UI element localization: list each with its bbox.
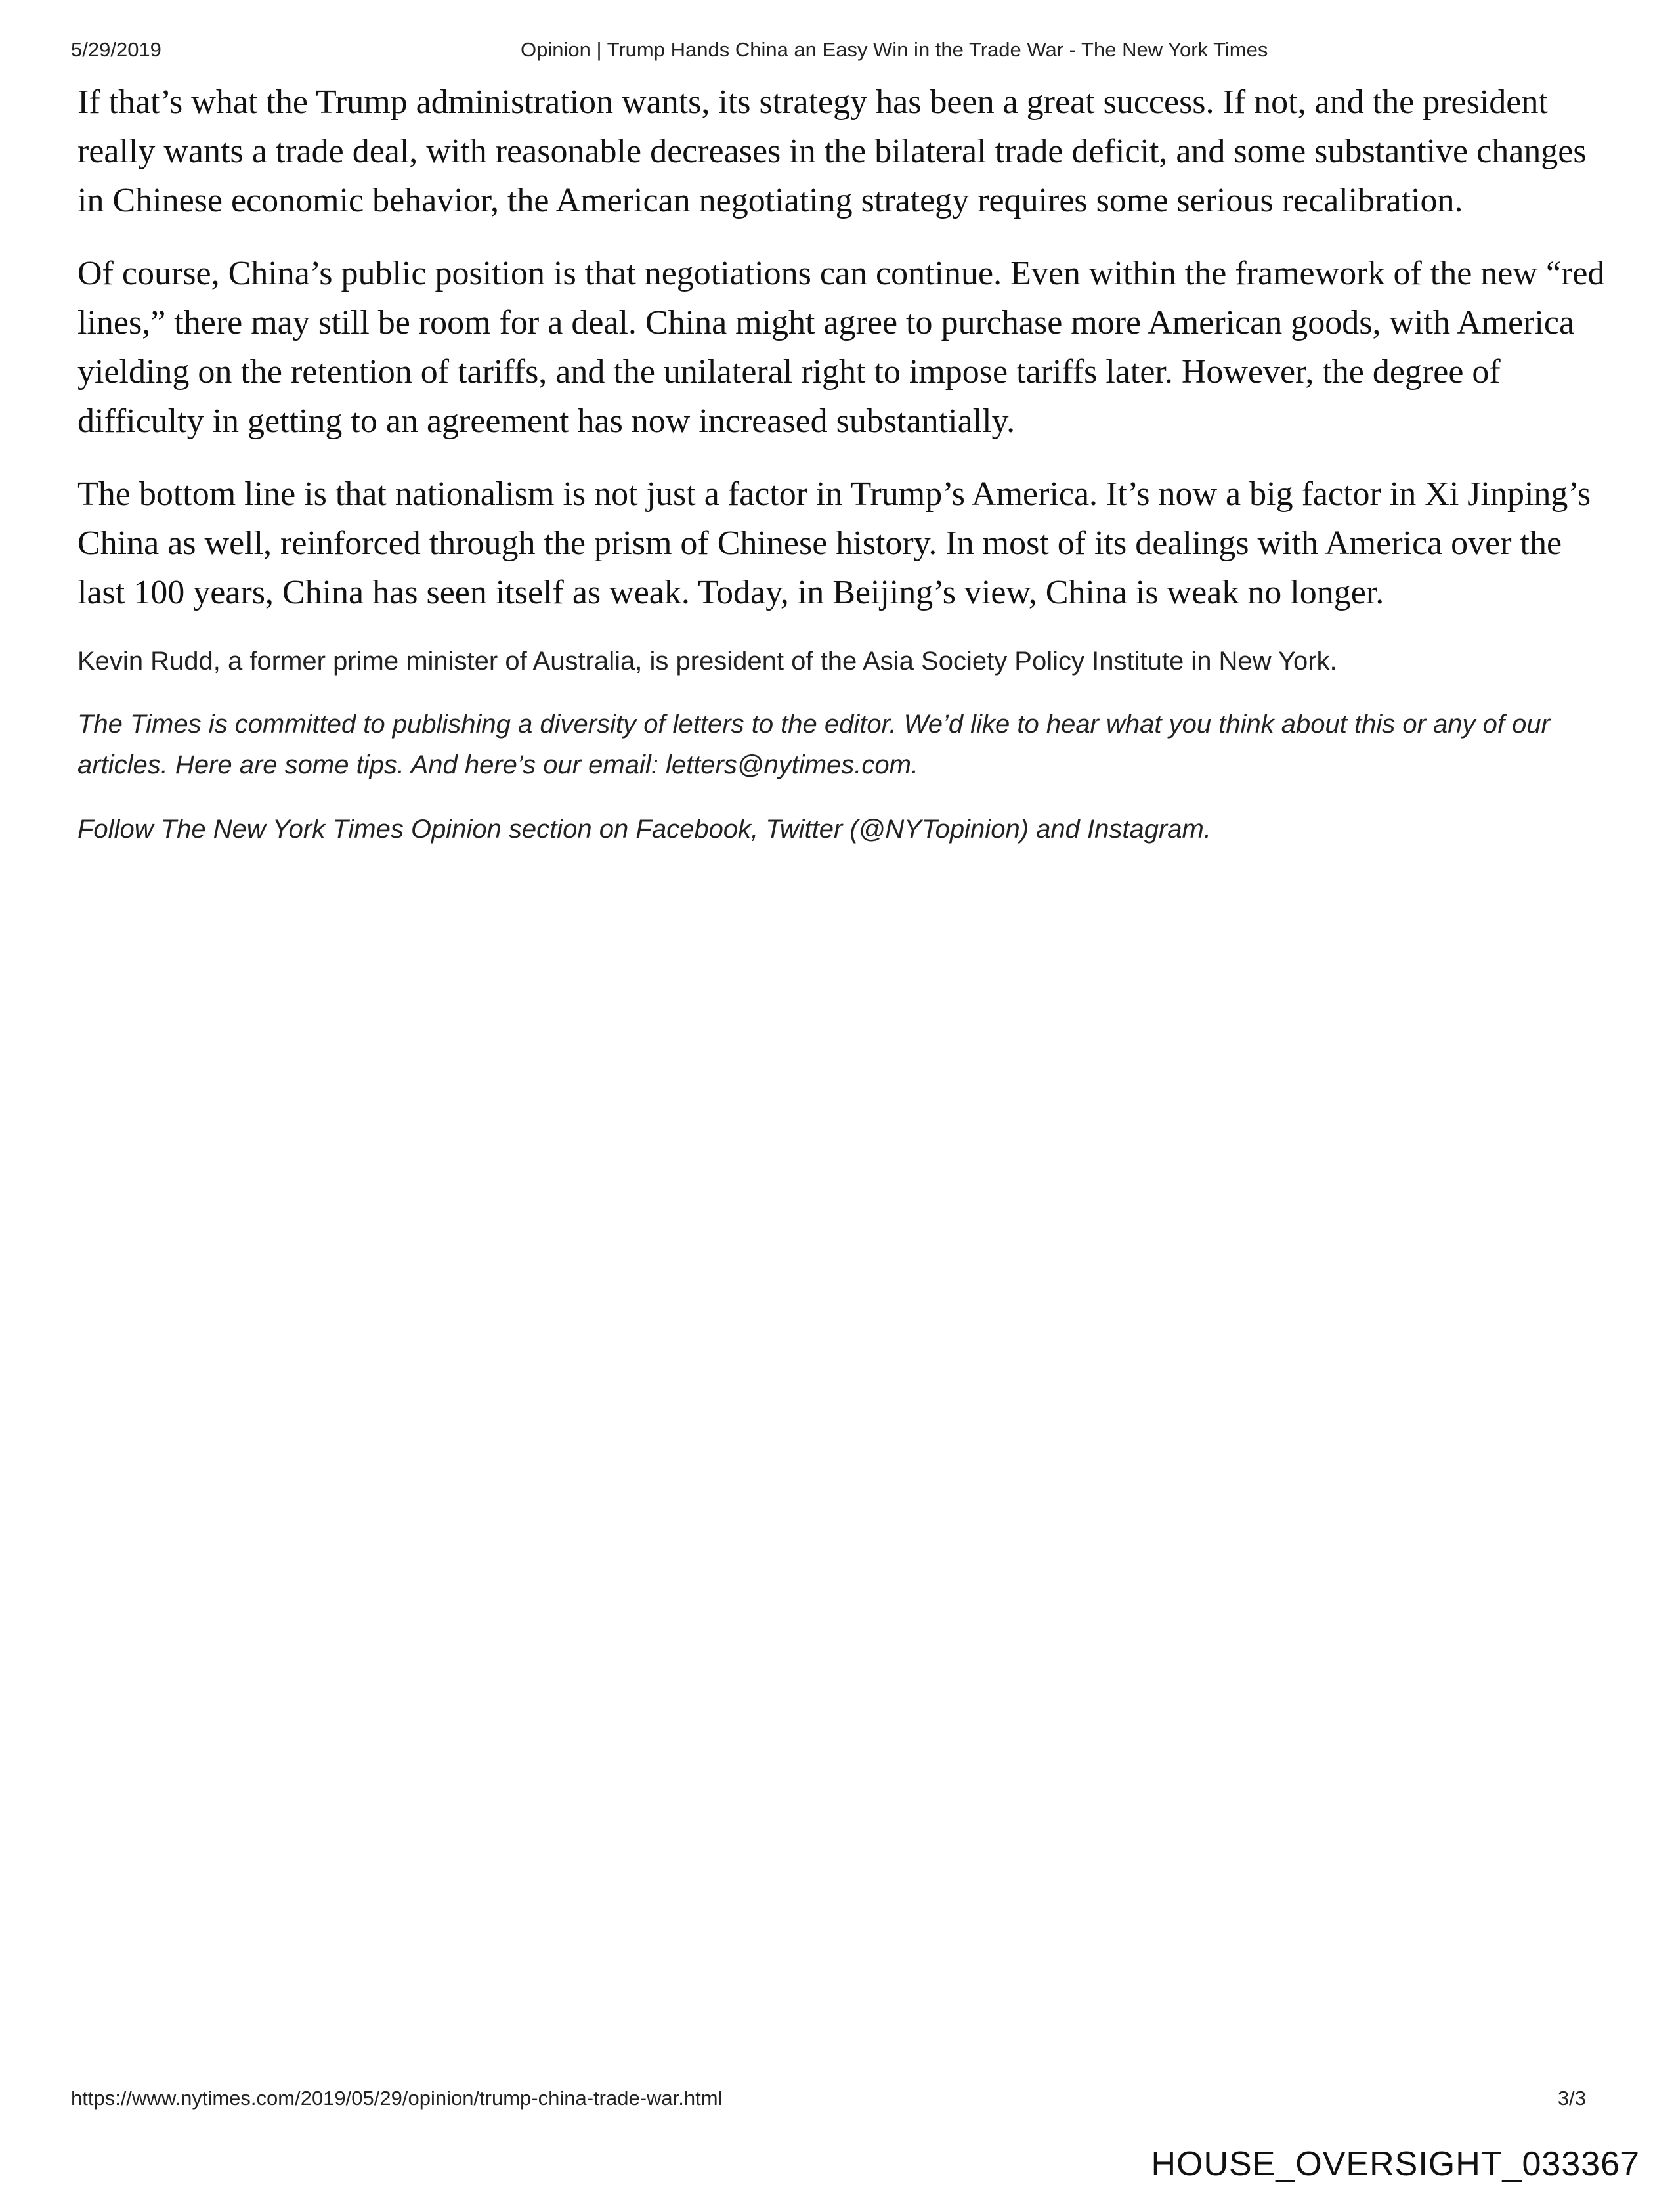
article-paragraph: Of course, China’s public position is that negotiations can continue. Even within the framework of the new “red lines,” there may still be room for a deal. China might agree to purchase more American goods, with America yielding on the retention of tariffs, and the unilateral right to impose tariffs later. However, the degree of difficulty in getting to an agreement has now increased substantially. [77,255,1605,440]
author-bio: Kevin Rudd, a former prime minister of Australia, is president of the Asia Society Policy Institute in New York. [77,647,1337,676]
print-header [71,38,1600,71]
follow-note: Follow The New York Times Opinion section on Facebook, Twitter (@NYTopinion) and Instagram. [77,815,1211,844]
letters-note: The Times is committed to publishing a diversity of letters to the editor. We’d like to hear what you think about this or any of our articles. Here are some tips. And here’s our email: letters@nytimes.com. [77,710,1550,779]
article-paragraph: The bottom line is that nationalism is not just a factor in Trump’s America. It’s now a big factor in Xi Jinping’s China as well, reinforced through the prism of Chinese history. In most of its dealings with America over the last 100 years, China has seen itself as weak. Today, in Beijing’s view, China is weak no longer. [77,475,1591,611]
print-page-title: Opinion | Trump Hands China an Easy Win in the Trade War - The New York Times [521,38,1268,61]
page-number: 3/3 [1557,2087,1586,2110]
print-date: 5/29/2019 [71,38,161,61]
print-footer [71,2087,1600,2119]
page-url: https://www.nytimes.com/2019/05/29/opinion/trump-china-trade-war.html [71,2087,723,2110]
article-paragraph: If that’s what the Trump administration wants, its strategy has been a great success. If not, and the president really wants a trade deal, with reasonable decreases in the bilateral trade deficit, and some substantive changes in Chinese economic behavior, the American negotiating strategy requires some serious recalibration. [77,83,1587,219]
bates-number: HOUSE_OVERSIGHT_033367 [1151,2145,1640,2183]
article-body [77,77,1607,873]
